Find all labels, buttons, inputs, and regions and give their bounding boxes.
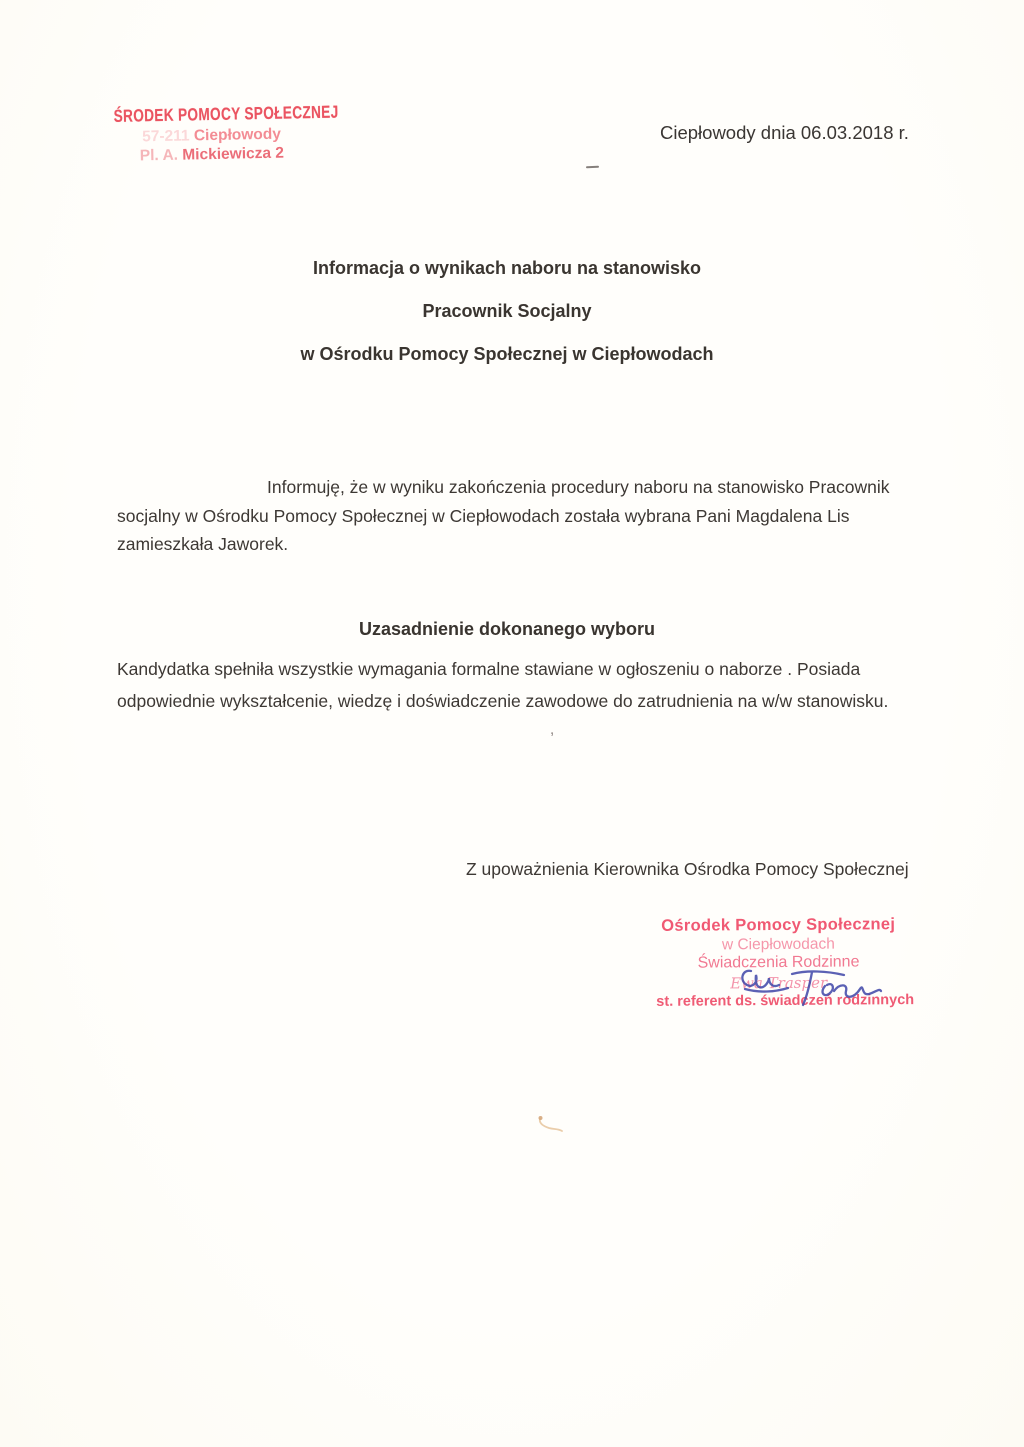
justification-paragraph	[117, 654, 909, 717]
scan-artifact-squiggle	[536, 1114, 568, 1138]
header-office-stamp	[113, 101, 339, 166]
footer-stamp-place: w Ciepłowodach	[721, 935, 835, 954]
header-stamp-org-text: ŚRODEK POMOCY SPOŁECZNEJ	[113, 101, 339, 126]
intro-paragraph	[117, 473, 909, 559]
header-stamp-street-prefix: Pl. A.	[139, 146, 179, 165]
document-title-line-1: Informacja o wynikach naboru na stanowisko	[312, 258, 702, 278]
intro-paragraph-line-3: zamieszkała Jaworek.	[117, 534, 289, 554]
footer-stamp-org: Ośrodek Pomocy Społecznej	[661, 915, 896, 935]
scan-artifact-dash	[586, 166, 599, 168]
document-date: Ciepłowody dnia 06.03.2018 r.	[660, 122, 909, 143]
header-stamp-postal-code: 57-211	[142, 127, 190, 146]
document-title-line-2: Pracownik Socjalny	[422, 301, 592, 321]
footer-stamp-unit: Świadczenia Rodzinne	[697, 953, 860, 972]
scan-artifact-comma: ,	[550, 721, 555, 738]
handwritten-signature	[735, 958, 885, 1013]
footer-stamp-signer-name: Ewa Trasper	[730, 973, 828, 993]
footer-stamp-signer-title: st. referent ds. świadczeń rodzinnych	[656, 992, 915, 1010]
header-stamp-town: Ciepłowody	[193, 126, 282, 145]
justification-line-1: Kandydatka spełniła wszystkie wymagania formalne stawiane w ogłoszeniu o naborze . Posiada	[117, 659, 861, 679]
justification-line-2: odpowiednie wykształcenie, wiedzę i doświadczenie zawodowe do zatrudnienia na w/w stanowisku.	[117, 690, 889, 711]
header-stamp-org-line	[113, 101, 339, 127]
header-stamp-street: Mickiewicza 2	[182, 144, 285, 164]
document-title-line-3: w Ośrodku Pomocy Społecznej w Ciepłowodach	[300, 344, 714, 364]
header-stamp-address-line-1	[114, 126, 309, 148]
section-heading-justification: Uzasadnienie dokonanego wyboru	[358, 619, 656, 639]
header-stamp-address-line-2	[114, 144, 309, 166]
authorization-line: Z upoważnienia Kierownika Ośrodka Pomocy Społecznej	[466, 859, 909, 879]
intro-paragraph-line-2: socjalny w Ośrodku Pomocy Społecznej w Ciepłowodach została wybrana Pani Magdalena Lis	[117, 505, 850, 526]
intro-paragraph-line-1: Informuję, że w wyniku zakończenia procedury naboru na stanowisko Pracownik	[267, 477, 890, 497]
